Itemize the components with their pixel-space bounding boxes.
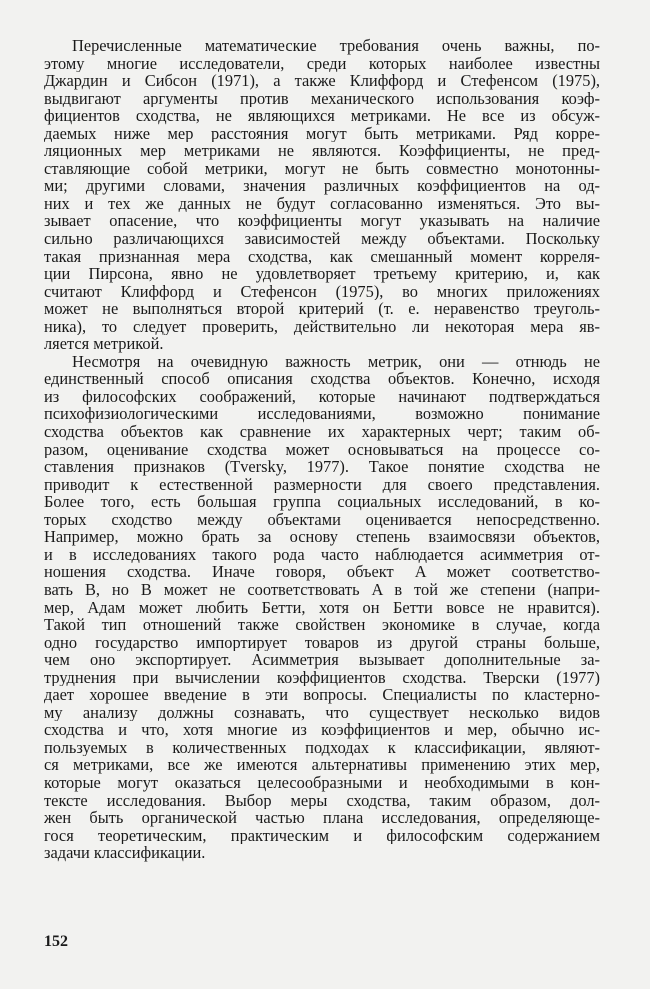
- text-line: Например, можно брать за основу степень взаимосвязи объектов,: [44, 528, 600, 546]
- text-line: ляционных мер метриками не являются. Коэффициенты, не пред-: [44, 142, 600, 160]
- text-line: Несмотря на очевидную важность метрик, они — отнюдь не: [72, 352, 600, 371]
- text-line: зывает опасение, что коэффициенты могут указывать на наличие: [44, 212, 600, 231]
- text-line: этому многие исследователи, среди которых наиболее известны: [44, 54, 600, 73]
- text-line: Более того, есть большая группа социальных исследований, в ко-: [44, 493, 600, 511]
- text-line: ставляющие собой метрики, могут не быть совместно монотонны-: [44, 159, 600, 178]
- text-line: жен быть органической частью плана исследования, определяюще-: [44, 809, 600, 827]
- text-line: гося теоретическим, практическим и философским содержанием: [44, 826, 600, 845]
- text-line: фициентов сходства, не являющихся метриками. Не все из обсуж-: [44, 107, 600, 125]
- text-line: чем оно экспортирует. Асимметрия вызывает дополнительные за-: [44, 651, 600, 669]
- text-line: Джардин и Сибсон (1971), а также Клиффорд и Стефенсом (1975),: [44, 72, 600, 90]
- text-line: разом, оценивание сходства может основываться на процессе со-: [44, 440, 600, 459]
- text-line: психофизиологическими исследованиями, возможно понимание: [44, 405, 600, 424]
- text-line: ции Пирсона, явно не удовлетворяет третьему критерию, и, как: [44, 265, 600, 283]
- text-line: считают Клиффорд и Стефенсон (1975), во многих приложениях: [44, 282, 600, 301]
- text-line: из философских соображений, которые начинают подтверждаться: [44, 387, 600, 406]
- text-line: ся метриками, все же имеются альтернативы применению этих мер,: [44, 756, 600, 774]
- text-line: ношения сходства. Иначе говоря, объект A может соответство-: [44, 563, 600, 581]
- text-line: них и тех же данных не будут согласованно изменяться. Это вы-: [44, 194, 600, 213]
- text-line: дает хорошее введение в эти вопросы. Специалисты по кластерно-: [44, 686, 600, 704]
- page-number: 152: [44, 933, 68, 950]
- text-line: торых сходство между объектами оценивается непосредственно.: [44, 510, 600, 529]
- text-line: пользуемых в количественных подходах к классификации, являют-: [44, 738, 600, 757]
- text-line: ника), то следует проверить, действительно ли некоторая мера яв-: [44, 317, 600, 336]
- text-line: Перечисленные математические требования очень важны, по-: [72, 37, 600, 55]
- body-text: [44, 37, 600, 862]
- text-line: приводит к естественной размерности для своего представления.: [44, 475, 600, 494]
- text-line: ляется метрикой.: [44, 335, 164, 353]
- text-line: труднения при вычислении коэффициентов сходства. Тверски (1977): [44, 668, 600, 687]
- text-line: одно государство импортирует товаров из другой страны больше,: [44, 633, 600, 652]
- text-line: сходства объектов как сравнение их характерных черт; таким об-: [44, 423, 600, 441]
- text-line: вать B, но B может не соответствовать A в той же степени (напри-: [44, 580, 600, 599]
- text-line: сильно различающихся зависимостей между объектами. Поскольку: [44, 230, 600, 248]
- text-line: тексте исследования. Выбор меры сходства, таким образом, дол-: [44, 791, 600, 810]
- text-line: и в исследованиях такого рода часто наблюдается асимметрия от-: [44, 545, 600, 564]
- text-line: выдвигают аргументы против механического использования коэф-: [44, 89, 600, 108]
- text-line: задачи классификации.: [44, 844, 206, 862]
- text-line: сходства и что, хотя многие из коэффициентов и мер, обычно ис-: [44, 721, 600, 739]
- text-line: такая признанная мера сходства, как смешанный момент корреля-: [44, 247, 600, 266]
- text-line: даемых ниже мер расстояния могут быть метриками. Ряд корре-: [44, 124, 600, 143]
- text-line: ставления признаков (Tversky, 1977). Такое понятие сходства не: [44, 458, 600, 476]
- text-line: единственный способ описания сходства объектов. Конечно, исходя: [44, 370, 600, 388]
- text-line: мер, Адам может любить Бетти, хотя он Бетти вовсе не нравится).: [44, 598, 600, 617]
- text-line: которые могут оказаться целесообразными и необходимыми в кон-: [44, 773, 600, 792]
- text-line: ми; другими словами, значения различных коэффициентов на од-: [44, 177, 600, 195]
- text-line: может не выполняться второй критерий (т. е. неравенство треуголь-: [44, 300, 600, 318]
- text-line: му анализу должны сознавать, что существует несколько видов: [44, 703, 600, 722]
- text-line: Такой тип отношений также свойствен экономике в случае, когда: [44, 616, 600, 634]
